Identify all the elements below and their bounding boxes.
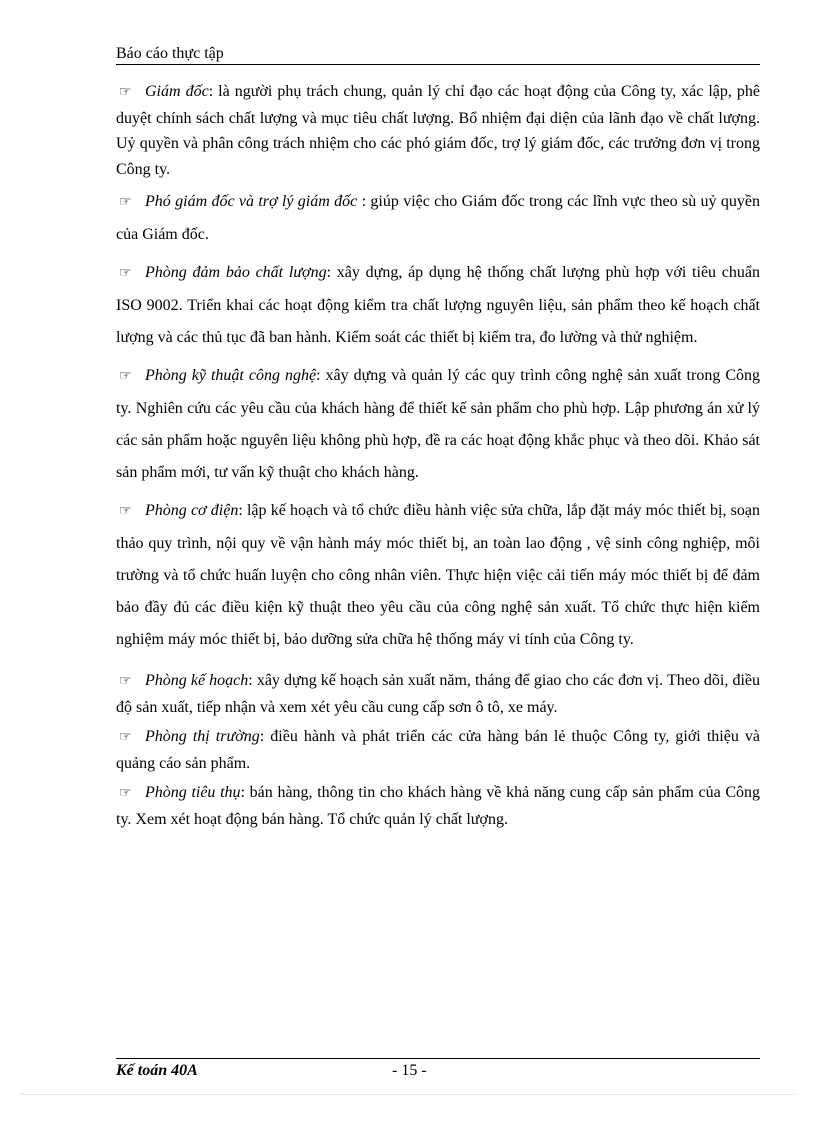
paragraph-text: : lập kế hoạch và tổ chức điều hành việc sửa chữa, lắp đặt máy móc thiết bị, soạn thảo quy trình, nội quy về vận hành máy móc thiết bị, an toàn lao động , vệ sinh công nghiệp, môi trường và tổ chức huấn luyện cho công nhân viên. Thực hiện việc cải tiến máy móc thiết bị để đảm bảo đầy đủ các điều kiện kỹ thuật theo yêu cầu của công nghệ sản xuất. Tổ chức thực hiện kiểm nghiệm máy móc thiết bị, bảo dưỡng sửa chữa hệ thống máy vi tính của Công ty. [116,502,760,648]
pointing-hand-icon: ☞ [119,504,132,519]
header-rule [116,64,760,65]
pointing-hand-icon: ☞ [119,195,132,210]
paragraph-giam-doc [116,79,760,182]
paragraph-tieu-thu [116,780,760,832]
paragraph-text: : xây dựng kế hoạch sản xuất năm, tháng để giao cho các đơn vị. Theo dõi, điều độ sản xuất, tiếp nhận và xem xét yêu cầu cung cấp sơn ô tô, xe máy. [116,672,761,716]
term: Phòng tiêu thụ [145,784,241,801]
paragraph-text: : điều hành và phát triển các cửa hàng bán lẻ thuộc Công ty, giới thiệu và quảng cáo sản phẩm. [116,728,760,772]
document-body [116,79,760,832]
page-number: - 15 - [392,1062,427,1079]
term: Phòng đảm bảo chất lượng [145,264,327,281]
page-boundary [20,1094,796,1095]
paragraph-co-dien [116,495,760,656]
paragraph-ky-thuat-cong-nghe [116,360,760,489]
paragraph-pho-giam-doc [116,186,760,251]
paragraph-ke-hoach [116,668,760,720]
pointing-hand-icon: ☞ [119,786,132,801]
paragraph-thi-truong [116,724,760,776]
term: Phòng thị trường [145,728,260,745]
paragraph-dam-bao-chat-luong [116,257,760,354]
paragraph-text: : bán hàng, thông tin cho khách hàng về khả năng cung cấp sản phẩm của Công ty. Xem xét hoạt động bán hàng. Tổ chức quản lý chất lượng. [116,784,761,828]
paragraph-text: : giúp việc cho Giám đốc trong các lĩnh vực theo sù uỷ quyền của Giám đốc. [116,193,761,243]
term: Giám đốc [145,83,209,100]
paragraph-text: : xây dựng và quản lý các quy trình công nghệ sản xuất trong Công ty. Nghiên cứu các yêu cầu của khách hàng để thiết kế sản phẩm cho phù hợp. Lập phương án xử lý các sản phẩm hoặc nguyên liệu không phù hợp, đề ra các hoạt động khắc phục và theo dõi. Khảo sát sản phẩm mới, tư vấn kỹ thuật cho khách hàng. [116,367,760,481]
pointing-hand-icon: ☞ [119,730,132,745]
term: Phó giám đốc và trợ lý giám đốc [145,193,358,210]
pointing-hand-icon: ☞ [119,369,132,384]
term: Phòng cơ điện [145,502,239,519]
footer-rule [116,1058,760,1059]
footer-class-label: Kế toán 40A [116,1062,198,1079]
pointing-hand-icon: ☞ [119,266,132,281]
running-header: Báo cáo thực tập [116,45,224,62]
pointing-hand-icon: ☞ [119,85,132,100]
term: Phòng kế hoạch [145,672,249,689]
paragraph-text: : xây dựng, áp dụng hệ thống chất lượng phù hợp với tiêu chuẩn ISO 9002. Triển khai các hoạt động kiểm tra chất lượng nguyên liệu, sản phẩm theo kế hoạch chất lượng và các thủ tục đã ban hành. Kiểm soát các thiết bị kiểm tra, đo lường và thử nghiệm. [116,264,760,346]
term: Phòng kỹ thuật công nghệ [145,367,317,384]
paragraph-text: : là người phụ trách chung, quản lý chỉ đạo các hoạt động của Công ty, xác lập, phê duyệt chính sách chất lượng và mục tiêu chất lượng. Bổ nhiệm đại diện của lãnh đạo về chất lượng. Uỷ quyền và phân công trách nhiệm cho các phó giám đốc, trợ lý giám đốc, các trưởng đơn vị trong Công ty. [116,83,761,178]
pointing-hand-icon: ☞ [119,674,132,689]
